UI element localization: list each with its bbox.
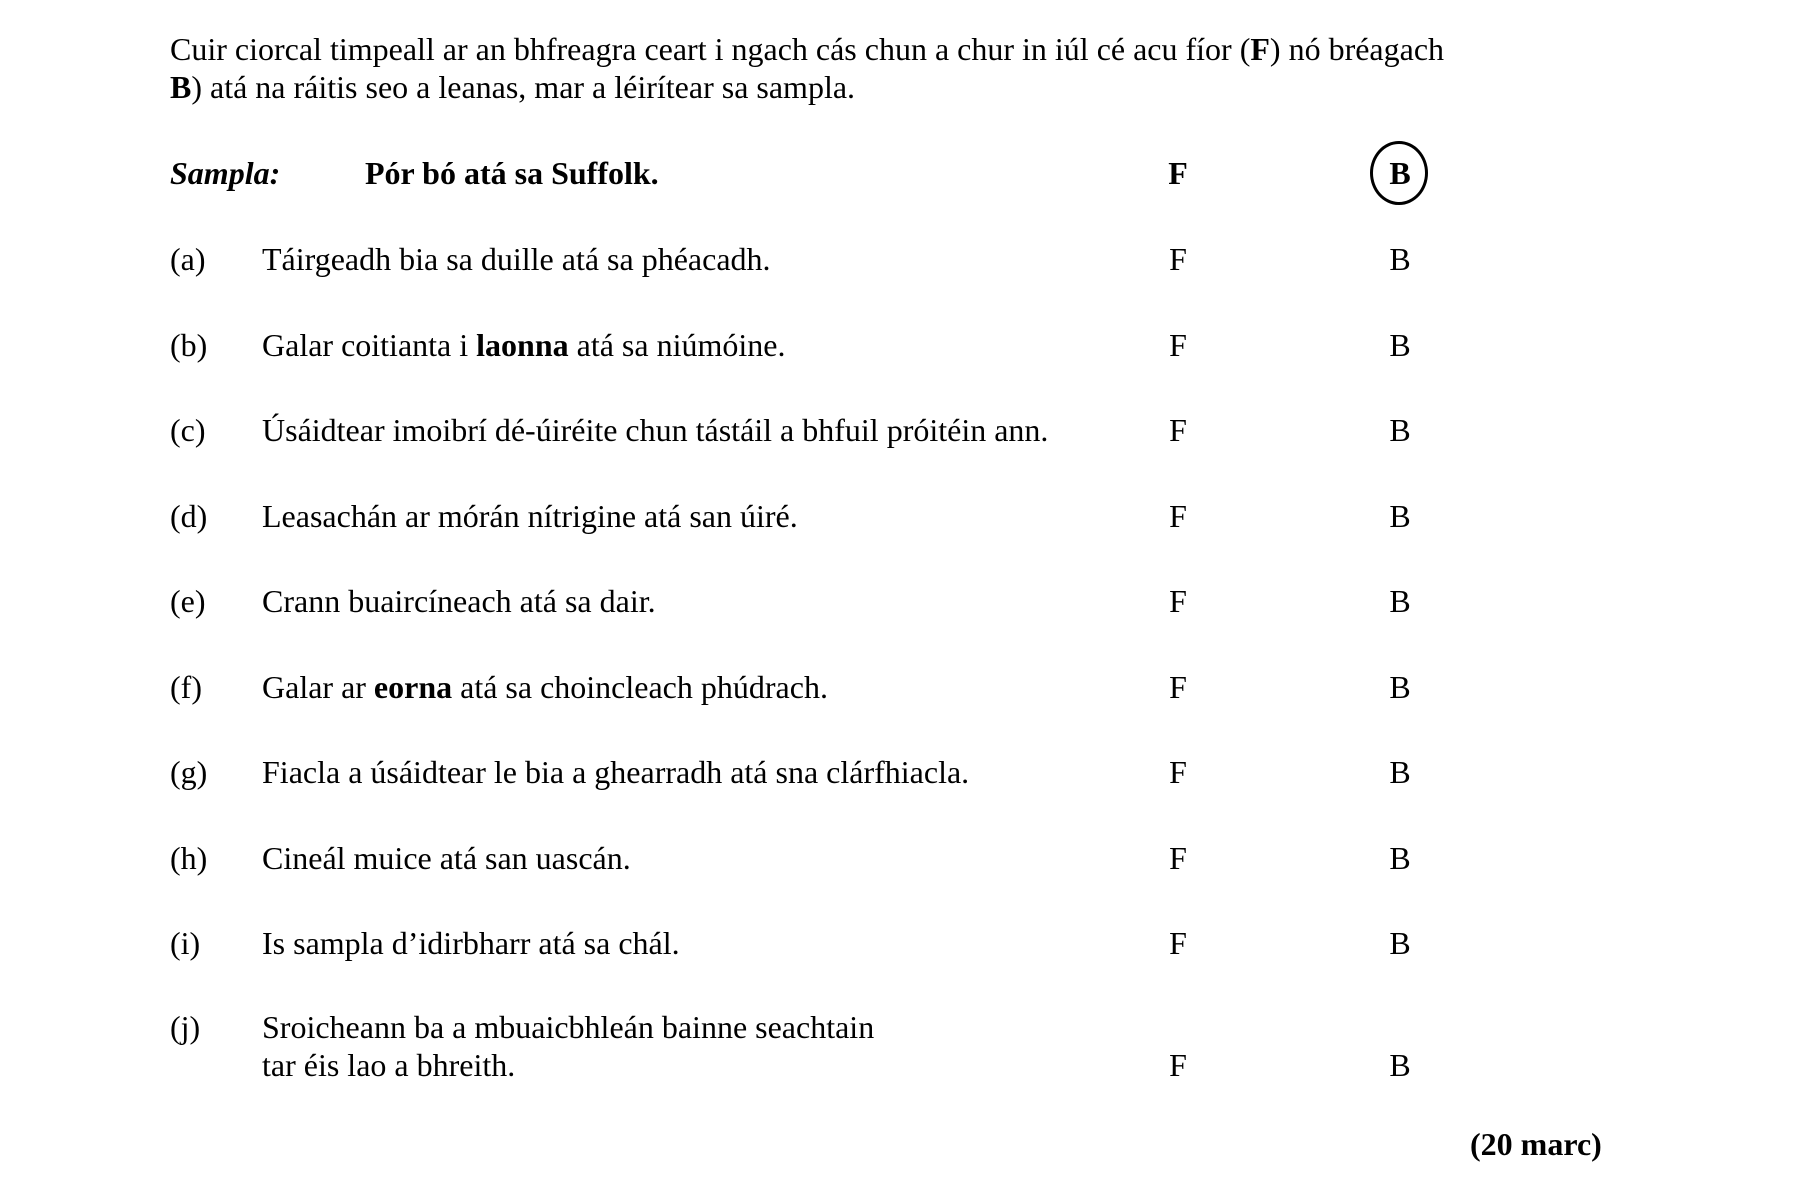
option-b[interactable]: B xyxy=(1389,669,1411,705)
option-b[interactable]: B xyxy=(1389,754,1411,790)
row-statement xyxy=(262,668,828,706)
statement-row-a xyxy=(0,240,1818,284)
row-statement xyxy=(262,1008,874,1084)
statement-row-f xyxy=(0,668,1818,712)
row-label: (g) xyxy=(170,754,208,790)
option-b[interactable]: B xyxy=(1389,498,1411,534)
row-label: (e) xyxy=(170,583,206,619)
statement-row-g xyxy=(0,753,1818,797)
option-b[interactable]: B xyxy=(1389,327,1411,363)
instructions-text: ) atá na ráitis seo a leanas, mar a léirítear sa sampla. xyxy=(191,69,856,105)
statement-text: Cineál muice atá san uascán. xyxy=(262,840,631,876)
option-f[interactable]: F xyxy=(1169,241,1187,277)
option-b[interactable]: B xyxy=(1389,583,1411,619)
row-statement xyxy=(262,839,631,877)
option-f[interactable]: F xyxy=(1169,754,1187,790)
option-f[interactable]: F xyxy=(1169,840,1187,876)
statement-text-line2: tar éis lao a bhreith. xyxy=(262,1047,516,1083)
statement-text: Táirgeadh bia sa duille atá sa phéacadh. xyxy=(262,241,771,277)
statement-text: Sroicheann ba a mbuaicbhleán bainne seachtain xyxy=(262,1009,875,1045)
row-label: (a) xyxy=(170,241,206,277)
row-statement xyxy=(262,240,771,278)
statement-text: Leasachán ar mórán nítrigine atá san úiré. xyxy=(262,498,798,534)
sample-statement: Pór bó atá sa Suffolk. xyxy=(365,155,659,191)
statement-text: atá sa niúmóine. xyxy=(568,327,786,363)
marks-total: (20 marc) xyxy=(1470,1126,1602,1162)
option-f[interactable]: F xyxy=(1169,669,1187,705)
instructions-paragraph xyxy=(170,30,1444,106)
option-b[interactable]: B xyxy=(1389,840,1411,876)
statement-text: Fiacla a úsáidtear le bia a ghearradh atá sna clárfhiacla. xyxy=(262,754,970,790)
instructions-text: ) nó bréagach xyxy=(1269,31,1445,67)
option-b[interactable]: B xyxy=(1389,241,1411,277)
option-f[interactable]: F xyxy=(1169,925,1187,961)
sample-option-b[interactable]: B xyxy=(1389,155,1411,191)
sample-row xyxy=(0,154,1818,198)
statement-text: atá sa choincleach phúdrach. xyxy=(452,669,828,705)
row-label: (h) xyxy=(170,840,208,876)
statement-row-c xyxy=(0,411,1818,455)
statement-text: Is sampla d’idirbharr atá sa chál. xyxy=(262,925,680,961)
statement-text: Galar ar xyxy=(262,669,374,705)
statement-row-d xyxy=(0,497,1818,541)
option-b[interactable]: B xyxy=(1389,412,1411,448)
row-label: (i) xyxy=(170,925,201,961)
statement-text: Úsáidtear imoibrí dé-úiréite chun tástáil a bhfuil próitéin ann. xyxy=(262,412,1049,448)
instructions-line-1 xyxy=(170,30,1444,68)
instructions-line-2 xyxy=(170,68,1444,106)
statement-text: Crann buaircíneach atá sa dair. xyxy=(262,583,656,619)
sample-option-f[interactable]: F xyxy=(1168,155,1188,191)
instructions-text: Cuir ciorcal timpeall ar an bhfreagra ceart i ngach cás chun a chur in iúl cé acu fíor ( xyxy=(170,31,1251,67)
statement-text: Galar coitianta i xyxy=(262,327,477,363)
option-f[interactable]: F xyxy=(1169,412,1187,448)
row-statement xyxy=(262,497,798,535)
row-label: (d) xyxy=(170,498,208,534)
answer-circle[interactable] xyxy=(1370,141,1428,205)
sample-label: Sampla: xyxy=(170,155,281,191)
row-statement xyxy=(262,582,656,620)
row-statement xyxy=(262,753,969,791)
option-b[interactable]: B xyxy=(1389,1047,1411,1083)
row-statement xyxy=(262,411,1048,449)
statement-bold-text: eorna xyxy=(373,669,453,705)
row-label: (f) xyxy=(170,669,202,705)
row-label: (j) xyxy=(170,1009,201,1045)
option-b[interactable]: B xyxy=(1389,925,1411,961)
statement-row-i xyxy=(0,924,1818,968)
instructions-f-abbrev: F xyxy=(1250,31,1270,67)
row-label: (b) xyxy=(170,327,208,363)
option-f[interactable]: F xyxy=(1169,327,1187,363)
statement-row-h xyxy=(0,839,1818,883)
statement-row-j xyxy=(0,1008,1818,1090)
row-statement xyxy=(262,924,680,962)
statement-bold-text: laonna xyxy=(476,327,569,363)
option-f[interactable]: F xyxy=(1169,1047,1187,1083)
instructions-b-abbrev: B xyxy=(170,69,192,105)
statement-row-b xyxy=(0,326,1818,370)
row-statement xyxy=(262,326,785,364)
statement-row-e xyxy=(0,582,1818,626)
option-f[interactable]: F xyxy=(1169,498,1187,534)
row-label: (c) xyxy=(170,412,206,448)
option-f[interactable]: F xyxy=(1169,583,1187,619)
